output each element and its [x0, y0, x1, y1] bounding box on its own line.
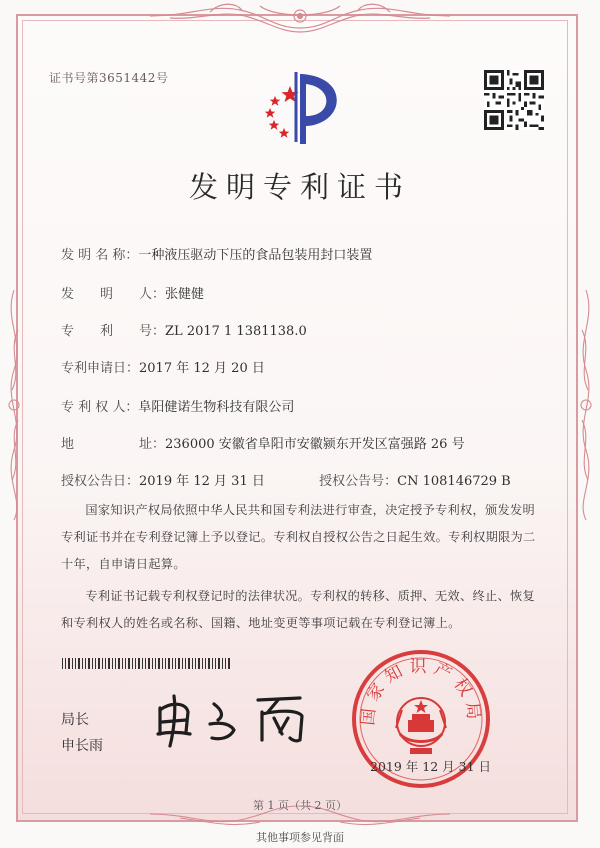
barcode-bar: [172, 658, 173, 669]
barcode-bar: [138, 658, 140, 669]
barcode-bar: [68, 658, 70, 669]
barcode-bar: [182, 658, 183, 669]
barcode-bar: [178, 658, 180, 669]
field-inventor: [61, 283, 204, 302]
barcode-bar: [75, 658, 76, 669]
certificate-title: 发明专利证书: [188, 170, 411, 204]
footer-note: 其他事项参见背面: [256, 831, 344, 844]
barcode-bar: [155, 658, 156, 669]
top-ornament: [150, 0, 450, 34]
field-address: [61, 433, 465, 452]
field-value: 2017 年 12 月 20 日: [139, 361, 265, 376]
barcode-bar: [225, 658, 226, 669]
barcode-bar: [85, 658, 86, 669]
signatory-name: 申长雨: [61, 738, 103, 754]
field-value: 张健健: [165, 287, 205, 302]
barcode-bar: [198, 658, 200, 669]
left-ornament: [2, 290, 26, 520]
barcode-bar: [162, 658, 163, 669]
field-invention-name: [61, 244, 372, 263]
barcode-bar: [92, 658, 93, 669]
barcode-bar: [218, 658, 220, 669]
certificate-number: 证书号第3651442号: [49, 71, 169, 85]
barcode-bar: [152, 658, 153, 669]
barcode-bar: [192, 658, 193, 669]
field-patent-no: [61, 320, 307, 339]
qr-code-icon: [484, 70, 544, 130]
field-value: ZL 2017 1 1381138.0: [165, 324, 307, 339]
barcode-bar: [228, 658, 230, 669]
field-label: 授权公告号：: [319, 474, 398, 489]
barcode-bar: [215, 658, 216, 669]
barcode-bar: [205, 658, 206, 669]
barcode-bar: [222, 658, 223, 669]
cnipa-logo: [250, 68, 342, 148]
barcode-bar: [112, 658, 113, 669]
barcode-bar: [175, 658, 176, 669]
field-label: 专 利 号：: [61, 324, 166, 339]
barcode-bar: [202, 658, 203, 669]
barcode-bar: [195, 658, 196, 669]
barcode-bar: [212, 658, 213, 669]
barcode-bar: [158, 658, 160, 669]
field-value: 2019 年 12 月 31 日: [139, 474, 265, 489]
barcode-bar: [148, 658, 150, 669]
seal-date: 2019 年 12 月 31 日: [370, 759, 491, 774]
barcode-bar: [95, 658, 96, 669]
barcode-bar: [122, 658, 123, 669]
field-label: 专利申请日：: [61, 361, 140, 376]
barcode-bar: [125, 658, 126, 669]
barcode-bar: [115, 658, 116, 669]
field-value: CN 108146729 B: [397, 474, 511, 489]
barcode-bar: [185, 658, 186, 669]
barcode-bar: [98, 658, 100, 669]
barcode-bar: [165, 658, 166, 669]
barcode-bar: [208, 658, 210, 669]
signatory-title: 局长: [61, 712, 89, 728]
page-number: 第 1 页（共 2 页）: [253, 799, 347, 812]
handwritten-signature: [150, 690, 320, 750]
body-paragraph: 国家知识产权局依照中华人民共和国专利法进行审查，决定授予专利权，颁发发明专利证书并在专利登记簿上予以登记。专利权自授权公告之日起生效。专利权期限为二十年，自申请日起算。: [61, 503, 536, 571]
field-application-date: [61, 357, 265, 376]
field-value: 236000 安徽省阜阳市安徽颍东开发区富强路 26 号: [165, 437, 465, 452]
barcode-bar: [132, 658, 133, 669]
barcode-bar: [72, 658, 73, 669]
barcode-bar: [142, 658, 143, 669]
field-value: 阜阳健诺生物科技有限公司: [138, 400, 295, 415]
barcode-bar: [62, 658, 63, 669]
right-ornament: [574, 290, 598, 520]
barcode-bar: [145, 658, 146, 669]
certificate-body: [61, 497, 543, 642]
barcode-bar: [168, 658, 170, 669]
barcode-bar: [188, 658, 190, 669]
barcode-bar: [65, 658, 66, 669]
barcode-bar: [82, 658, 83, 669]
barcode-bar: [105, 658, 106, 669]
barcode-bar: [135, 658, 136, 669]
barcode-bar: [118, 658, 120, 669]
field-value: 一种液压驱动下压的食品包装用封口装置: [138, 248, 373, 263]
field-patentee: [61, 396, 294, 415]
field-label: 授权公告日：: [61, 474, 140, 489]
barcode-bar: [108, 658, 110, 669]
field-label: 发 明 人：: [61, 287, 166, 302]
field-label: 发 明 名 称：: [61, 248, 139, 263]
barcode-bar: [128, 658, 130, 669]
field-label: 地 址：: [61, 437, 166, 452]
barcode-bar: [88, 658, 90, 669]
seal-text: 国家知识产权局: [358, 657, 484, 727]
body-paragraph: 专利证书记载专利权登记时的法律状况。专利权的转移、质押、无效、终止、恢复和专利权人的姓名或名称、国籍、地址变更等事项记载在专利登记簿上。: [61, 589, 535, 630]
barcode-bar: [102, 658, 103, 669]
barcode-bar: [78, 658, 80, 669]
field-label: 专 利 权 人：: [61, 400, 139, 415]
barcode-icon: [62, 658, 231, 669]
field-announcement: [61, 470, 511, 489]
